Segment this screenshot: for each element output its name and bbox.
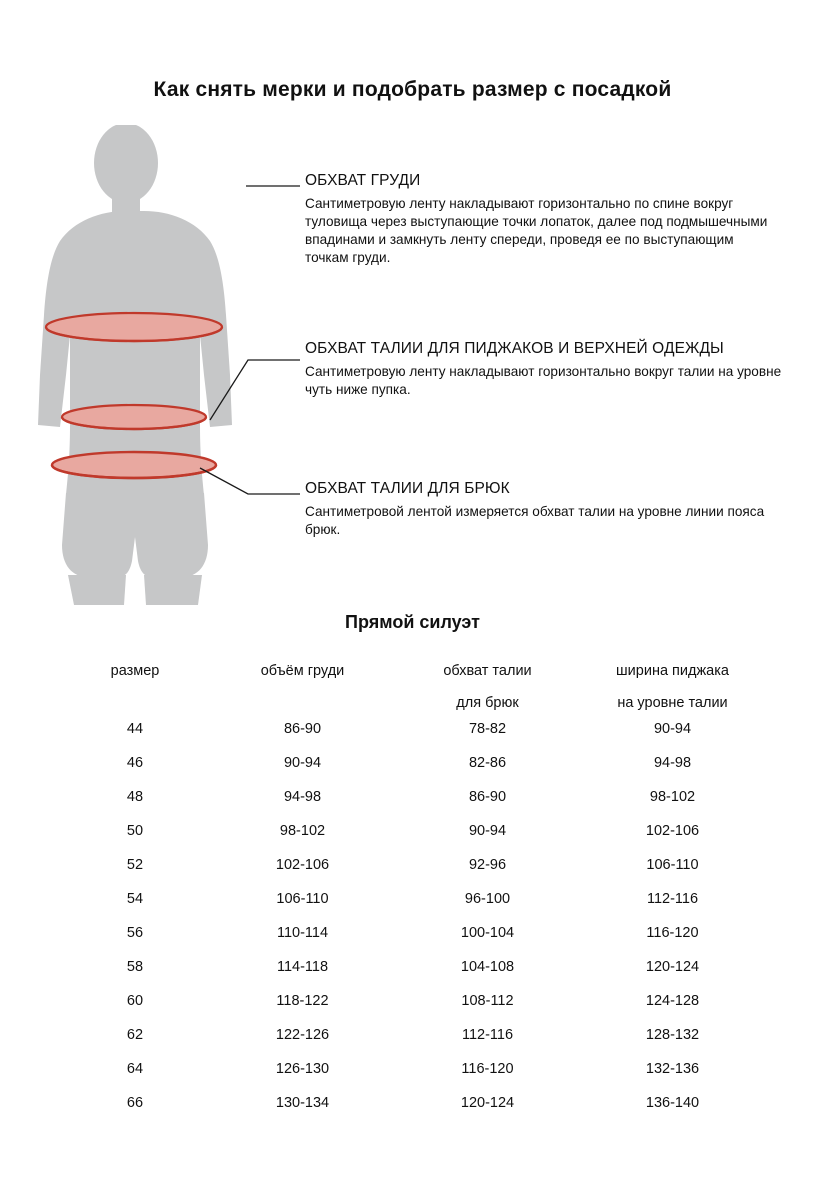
- cell-jacket-width: 106-110: [646, 857, 699, 873]
- cell-jacket-width: 132-136: [645, 1061, 700, 1077]
- cell-chest: 118-122: [276, 993, 329, 1009]
- table-title: Прямой силуэт: [345, 612, 480, 632]
- cell-chest: 98-102: [279, 823, 326, 839]
- cell-jacket-width: 90-94: [653, 721, 692, 737]
- annotation-waist-trousers-title: ОБХВАТ ТАЛИИ ДЛЯ БРЮК: [305, 480, 510, 497]
- table-row: [60, 916, 765, 950]
- measurement-figure: [22, 125, 322, 605]
- table-row: [60, 814, 765, 848]
- chest-tape: [46, 313, 222, 341]
- cell-chest: 130-134: [275, 1095, 330, 1111]
- table-row: [60, 984, 765, 1018]
- cell-chest: 110-114: [276, 925, 329, 941]
- page-title: Как снять мерки и подобрать размер с посадкой: [153, 78, 672, 101]
- cell-size: 54: [126, 891, 144, 907]
- table-row: [60, 1086, 765, 1120]
- cell-jacket-width: 120-124: [645, 959, 700, 975]
- cell-size: 48: [126, 789, 144, 805]
- cell-jacket-width: 94-98: [653, 755, 692, 771]
- table-row: [60, 712, 765, 746]
- cell-size: 60: [126, 993, 144, 1009]
- cell-waist: 82-86: [468, 755, 507, 771]
- cell-chest: 102-106: [275, 857, 330, 873]
- column-header-jacket-width: ширина пиджака на уровне талии: [616, 663, 729, 711]
- cell-waist: 96-100: [464, 891, 511, 907]
- cell-jacket-width: 116-120: [646, 925, 699, 941]
- table-row: [60, 1018, 765, 1052]
- cell-chest: 90-94: [283, 755, 322, 771]
- cell-jacket-width: 136-140: [645, 1095, 700, 1111]
- cell-jacket-width: 98-102: [649, 789, 696, 805]
- column-header-size: размер: [110, 663, 160, 679]
- waist-trousers-tape: [52, 452, 216, 478]
- cell-size: 52: [126, 857, 144, 873]
- cell-size: 50: [126, 823, 144, 839]
- cell-chest: 126-130: [275, 1061, 330, 1077]
- cell-waist: 86-90: [468, 789, 507, 805]
- cell-chest: 114-118: [276, 959, 329, 975]
- annotation-waist-jacket-title: ОБХВАТ ТАЛИИ ДЛЯ ПИДЖАКОВ И ВЕРХНЕЙ ОДЕЖДЫ: [305, 340, 724, 357]
- cell-waist: 108-112: [461, 993, 514, 1009]
- cell-waist: 92-96: [468, 857, 507, 873]
- annotation-waist-trousers-body: Сантиметровой лентой измеряется обхват талии на уровне линии пояса брюк.: [305, 504, 765, 538]
- table-row: [60, 1052, 765, 1086]
- cell-size: 44: [126, 721, 144, 737]
- cell-chest: 122-126: [275, 1027, 330, 1043]
- annotation-chest-body: Сантиметровую ленту накладывают горизонтально по спине вокруг туловища через выступающие точки лопаток, далее под подмышечными впадинами и замкнуть ленту спереди, проведя ее по выступающим точкам груди.: [305, 196, 768, 266]
- male-silhouette-svg: [22, 125, 322, 605]
- cell-chest: 94-98: [283, 789, 322, 805]
- cell-jacket-width: 124-128: [645, 993, 700, 1009]
- body-shape: [38, 125, 232, 605]
- size-table: [60, 660, 765, 1120]
- cell-size: 66: [126, 1095, 144, 1111]
- cell-waist: 116-120: [461, 1061, 514, 1077]
- column-header-chest: объём груди: [260, 663, 345, 679]
- cell-jacket-width: 102-106: [645, 823, 700, 839]
- waist-jacket-tape: [62, 405, 206, 429]
- cell-waist: 112-116: [461, 1027, 514, 1043]
- cell-waist: 100-104: [460, 925, 515, 941]
- cell-size: 64: [126, 1061, 144, 1077]
- cell-waist: 78-82: [468, 721, 507, 737]
- column-header-waist: обхват талии для брюк: [443, 663, 532, 711]
- annotation-chest: [305, 172, 775, 267]
- annotation-waist-trousers: [305, 480, 775, 539]
- table-row: [60, 746, 765, 780]
- cell-size: 62: [126, 1027, 144, 1043]
- cell-jacket-width: 112-116: [646, 891, 699, 907]
- annotation-chest-title: ОБХВАТ ГРУДИ: [305, 172, 421, 189]
- annotation-waist-jacket: [305, 340, 805, 399]
- cell-size: 46: [126, 755, 144, 771]
- cell-waist: 104-108: [460, 959, 515, 975]
- cell-size: 56: [126, 925, 144, 941]
- table-row: [60, 780, 765, 814]
- table-row: [60, 950, 765, 984]
- annotation-waist-jacket-body: Сантиметровую ленту накладывают горизонтально вокруг талии на уровне чуть ниже пупка.: [305, 364, 782, 398]
- cell-size: 58: [126, 959, 144, 975]
- cell-chest: 86-90: [283, 721, 322, 737]
- table-row: [60, 848, 765, 882]
- cell-waist: 120-124: [460, 1095, 515, 1111]
- table-row: [60, 882, 765, 916]
- cell-jacket-width: 128-132: [645, 1027, 700, 1043]
- cell-chest: 106-110: [276, 891, 329, 907]
- cell-waist: 90-94: [468, 823, 507, 839]
- table-header-row: [60, 660, 765, 712]
